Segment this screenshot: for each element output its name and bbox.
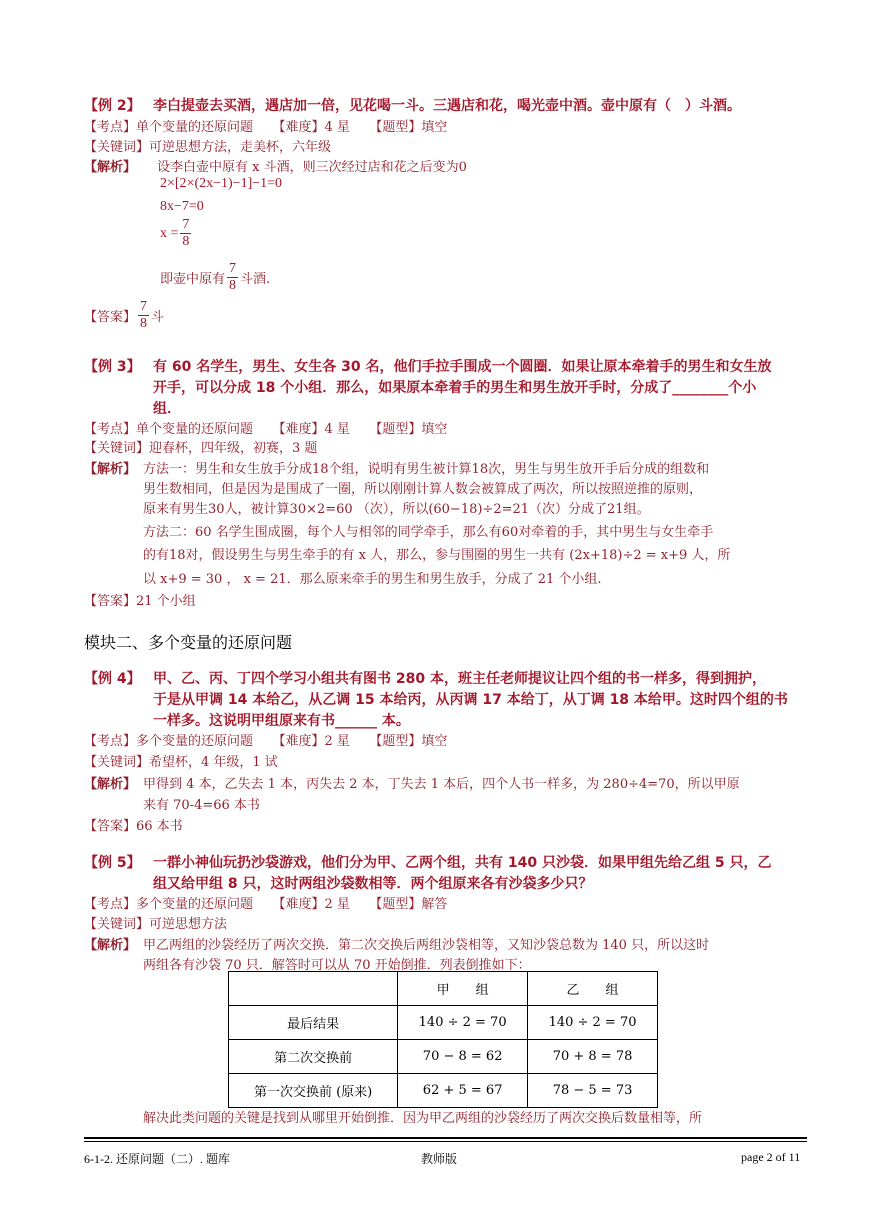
example-3-label: 【例 3】 xyxy=(84,359,141,375)
example-4-question-line-1: 甲、乙、丙、丁四个学习小组共有图书 280 本，班主任老师提议让四个组的书一样多，得到拥护， xyxy=(153,671,766,687)
table-row xyxy=(229,1006,658,1040)
footer-left: 6-1-2. 还原问题（二）. 题库 xyxy=(84,1152,230,1166)
example-4-meta: 【考点】多个变量的还原问题 【难度】2 星 【题型】填空 xyxy=(84,734,448,749)
table-cell: 第一次交换前 (原来) xyxy=(229,1074,398,1108)
example-4-keywords: 【关键词】希望杯，4 年级，1 试 xyxy=(84,755,278,770)
example-2-answer xyxy=(84,300,164,331)
method-1-line-1: 方法一：男生和女生放手分成18个组，说明有男生被计算18次，男生与男生放开手后分成的组数和 xyxy=(143,462,710,477)
example-5-keywords: 【关键词】可逆思想方法 xyxy=(84,917,228,932)
example-5-question-line-1: 一群小神仙玩扔沙袋游戏，他们分为甲、乙两个组，共有 140 只沙袋．如果甲组先给乙组 5 只，乙 xyxy=(153,855,772,871)
table-header-cell: 乙 组 xyxy=(528,972,658,1006)
example-5-label: 【例 5】 xyxy=(84,855,141,871)
table-cell: 70 − 8 = 62 xyxy=(398,1040,528,1074)
example-3-answer: 【答案】21 个小组 xyxy=(84,594,196,609)
conclusion-prefix: 即壶中原有 xyxy=(160,272,226,287)
example-2-analysis-text: 设李白壶中原有 x 斗酒，则三次经过店和花之后变为0 xyxy=(157,160,467,175)
example-3-analysis-tag: 【解析】 xyxy=(84,462,137,477)
method-1-line-3: 原来有男生30人，被计算30×2=60 （次），所以(60−18)÷2=21（次）分成了21组。 xyxy=(143,502,650,517)
conclusion-suffix: 斗酒. xyxy=(240,272,271,287)
example-5-meta: 【考点】多个变量的还原问题 【难度】2 星 【题型】解答 xyxy=(84,897,448,912)
method-2-line-2: 的有18对，假设男生与男生牵手的有 x 人，那么，参与围圈的男生一共有 (2x+18)÷2 = x+9 人，所 xyxy=(143,548,731,563)
example-4-question-line-2: 于是从甲调 14 本给乙，从乙调 15 本给丙，从丙调 17 本给丁，从丁调 18 本给甲。这时四个组的书 xyxy=(153,692,788,708)
answer-unit: 斗 xyxy=(151,310,165,325)
example-4-question-line-3: 一样多。这说明甲组原来有书______ 本。 xyxy=(153,713,410,729)
answer-tag: 【答案】 xyxy=(84,310,137,325)
example-4-analysis-tag: 【解析】 xyxy=(84,777,137,792)
table-cell: 62 + 5 = 67 xyxy=(398,1074,528,1108)
example-5-question-line-2: 组又给甲组 8 只，这时两组沙袋数相等．两个组原来各有沙袋多少只？ xyxy=(153,876,593,892)
table-cell: 70 + 8 = 78 xyxy=(528,1040,658,1074)
table-row xyxy=(229,1040,658,1074)
answer-fraction-numerator: 7 xyxy=(140,299,148,314)
footer-rule-thin xyxy=(84,1141,807,1142)
example-3-question-line-3: 组． xyxy=(153,401,181,417)
footer-rule-thick xyxy=(84,1137,807,1139)
table-cell: 140 ÷ 2 = 70 xyxy=(398,1006,528,1040)
answer-fraction-denominator: 8 xyxy=(140,316,148,331)
equation-2: 8x−7=0 xyxy=(160,199,204,214)
section-heading: 模块二、多个变量的还原问题 xyxy=(84,633,293,652)
example-5-analysis-tag: 【解析】 xyxy=(84,938,137,953)
example-5-analysis-line-1: 甲乙两组的沙袋经历了两次交换．第二次交换后两组沙袋相等，又知沙袋总数为 140 只，所以这时 xyxy=(143,938,710,953)
example-2-analysis-tag: 【解析】 xyxy=(84,160,137,175)
conclusion-fraction xyxy=(227,262,238,293)
table-cell: 最后结果 xyxy=(229,1006,398,1040)
example-2-label: 【例 2】 xyxy=(84,98,141,114)
example-5-tail-text: 解决此类问题的关键是找到从哪里开始倒推．因为甲乙两组的沙袋经历了两次交换后数量相等，所 xyxy=(143,1111,703,1126)
example-3-question-line-2: 开手，可以分成 18 个小组．那么，如果原本牵着手的男生和男生放开手时，分成了________个小 xyxy=(153,380,757,396)
example-4-analysis-line-1: 甲得到 4 本，乙失去 1 本，丙失去 2 本，丁失去 1 本后，四个人书一样多，为 280÷4=70，所以甲原 xyxy=(143,777,740,792)
example-3-meta: 【考点】单个变量的还原问题 【难度】4 星 【题型】填空 xyxy=(84,422,448,437)
example-4-answer: 【答案】66 本书 xyxy=(84,819,183,834)
table-header-cell xyxy=(229,972,398,1006)
example-4-analysis-line-2: 来有 70-4=66 本书 xyxy=(143,798,260,813)
conclusion-fraction-numerator: 7 xyxy=(229,261,237,276)
example-2-question: 李白提壶去买酒，遇店加一倍，见花喝一斗。三遇店和花，喝光壶中酒。壶中原有（ ）斗酒。 xyxy=(153,98,741,114)
method-2-line-3: 以 x+9 = 30 ， x = 21．那么原来牵手的男生和男生放手，分成了 21 个小组. xyxy=(143,572,602,587)
equation-3-lhs: x = xyxy=(160,225,179,241)
table-row xyxy=(229,1074,658,1108)
example-2-keywords: 【关键词】可逆思想方法，走美杯，六年级 xyxy=(84,140,332,155)
method-1-line-2: 男生数相同，但是因为是围成了一圈，所以刚刚计算人数会被算成了两次，所以按照逆推的原则， xyxy=(143,482,703,497)
fraction-numerator: 7 xyxy=(182,217,190,232)
table-cell: 78 − 5 = 73 xyxy=(528,1074,658,1108)
footer-page-number: page 2 of 11 xyxy=(741,1150,801,1164)
footer-center: 教师版 xyxy=(421,1152,458,1166)
example-2-meta: 【考点】单个变量的还原问题 【难度】4 星 【题型】填空 xyxy=(84,120,448,135)
fraction-denominator: 8 xyxy=(182,234,190,249)
reverse-calc-table xyxy=(228,971,658,1108)
table-header-cell: 甲 组 xyxy=(398,972,528,1006)
example-3-question-line-1: 有 60 名学生，男生、女生各 30 名，他们手拉手围成一个圆圈．如果让原本牵着手的男生和女生放 xyxy=(153,359,772,375)
conclusion-fraction-denominator: 8 xyxy=(229,278,237,293)
fraction-seven-eighths xyxy=(180,218,191,249)
equation-3 xyxy=(160,218,193,249)
answer-fraction xyxy=(138,300,149,331)
table-cell: 140 ÷ 2 = 70 xyxy=(528,1006,658,1040)
table-cell: 第二次交换前 xyxy=(229,1040,398,1074)
equation-1: 2×[2×(2x−1)−1]−1=0 xyxy=(160,176,283,191)
method-2-line-1: 方法二：60 名学生围成圈，每个人与相邻的同学牵手，那么有60对牵着的手，其中男生与女生牵手 xyxy=(143,525,714,540)
table-header-row xyxy=(229,972,658,1006)
example-4-label: 【例 4】 xyxy=(84,671,141,687)
example-3-keywords: 【关键词】迎春杯，四年级，初赛，3 题 xyxy=(84,441,318,456)
example-5-analysis-line-2: 两组各有沙袋 70 只．解答时可以从 70 开始倒推．列表倒推如下： xyxy=(143,958,531,973)
example-2-conclusion xyxy=(160,262,270,293)
